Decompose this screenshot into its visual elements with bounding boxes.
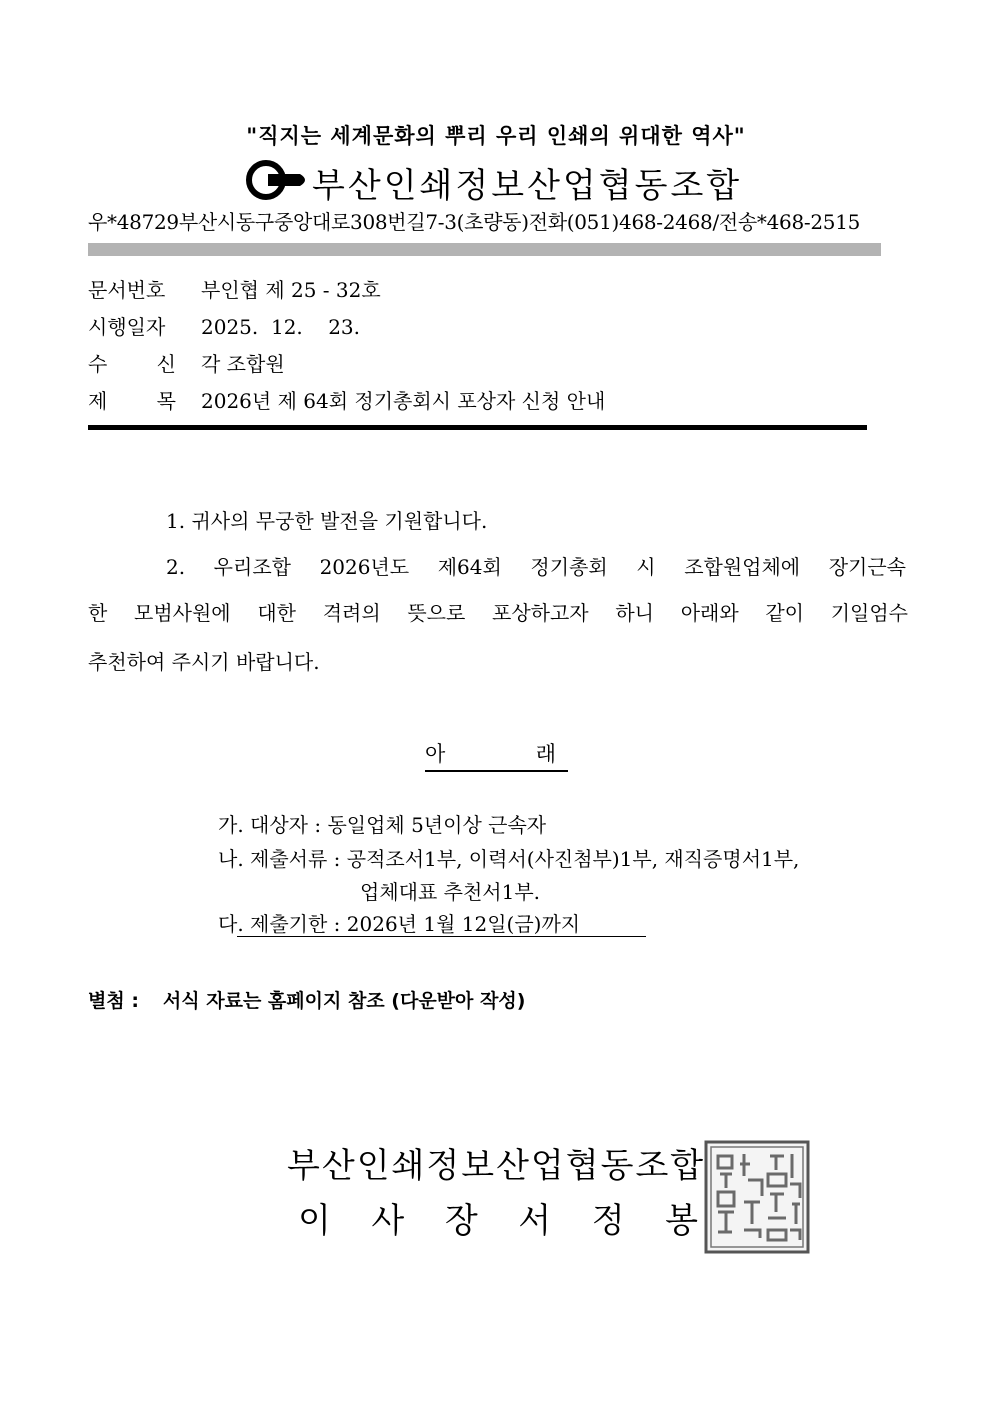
paragraph-2-line-3: 추천하여 주시기 바랍니다.	[88, 650, 320, 674]
org-title: 부산인쇄정보산업협동조합	[312, 166, 743, 206]
doc-number-label: 문서번호	[88, 278, 166, 302]
notice-item-documents-cont: 업체대표 추천서1부.	[360, 880, 540, 904]
recipient-row	[88, 348, 285, 377]
notice-heading: 아 래	[425, 738, 568, 772]
doc-number-row	[88, 274, 381, 303]
signature-title: 이 사 장 서 정 봉	[298, 1201, 698, 1241]
notice-item-target: 가. 대상자 : 동일업체 5년이상 근속자	[218, 813, 547, 837]
notice-item-deadline: 다. 제출기한 : 2026년 1월 12일(금)까지	[218, 908, 646, 937]
recipient: 각 조합원	[201, 352, 285, 376]
meta-divider	[88, 425, 867, 430]
slogan: "직지는 세계문화의 뿌리 우리 인쇄의 위대한 역사"	[246, 124, 746, 148]
subject-row	[88, 385, 605, 414]
date-label: 시행일자	[88, 315, 166, 339]
doc-number: 부인협 제 25 - 32호	[201, 278, 381, 302]
subject: 2026년 제 64회 정기총회시 포상자 신청 안내	[201, 389, 606, 413]
paragraph-2-line-2: 한 모범사원에 대한 격려의 뜻으로 포상하고자 하니 아래와 같이 기일엄수	[88, 601, 908, 625]
attachment-label: 별첨 :	[88, 990, 139, 1012]
signature-org: 부산인쇄정보산업협동조합	[287, 1146, 706, 1186]
subject-label: 제 목	[88, 389, 176, 413]
issue-date: 2025. 12. 23.	[201, 315, 361, 339]
date-row	[88, 311, 360, 340]
attachment-text: 서식 자료는 홈페이지 참조 (다운받아 작성)	[162, 990, 526, 1012]
recipient-label: 수 신	[88, 352, 176, 376]
notice-item-documents: 나. 제출서류 : 공적조서1부, 이력서(사진첨부)1부, 재직증명서1부,	[218, 847, 800, 871]
header-divider	[88, 243, 881, 256]
address-line: 우*48729부산시동구중앙대로308번길7-3(초량동)전화(051)468-2468/전송*468-2515	[88, 210, 861, 234]
official-seal-icon	[704, 1140, 810, 1254]
paragraph-1: 1. 귀사의 무궁한 발전을 기원합니다.	[166, 509, 488, 533]
union-logo-icon	[244, 156, 310, 204]
attachment-note	[88, 986, 525, 1013]
paragraph-2-line-1: 2. 우리조합 2026년도 제64회 정기총회 시 조합원업체에 장기근속	[166, 555, 906, 579]
